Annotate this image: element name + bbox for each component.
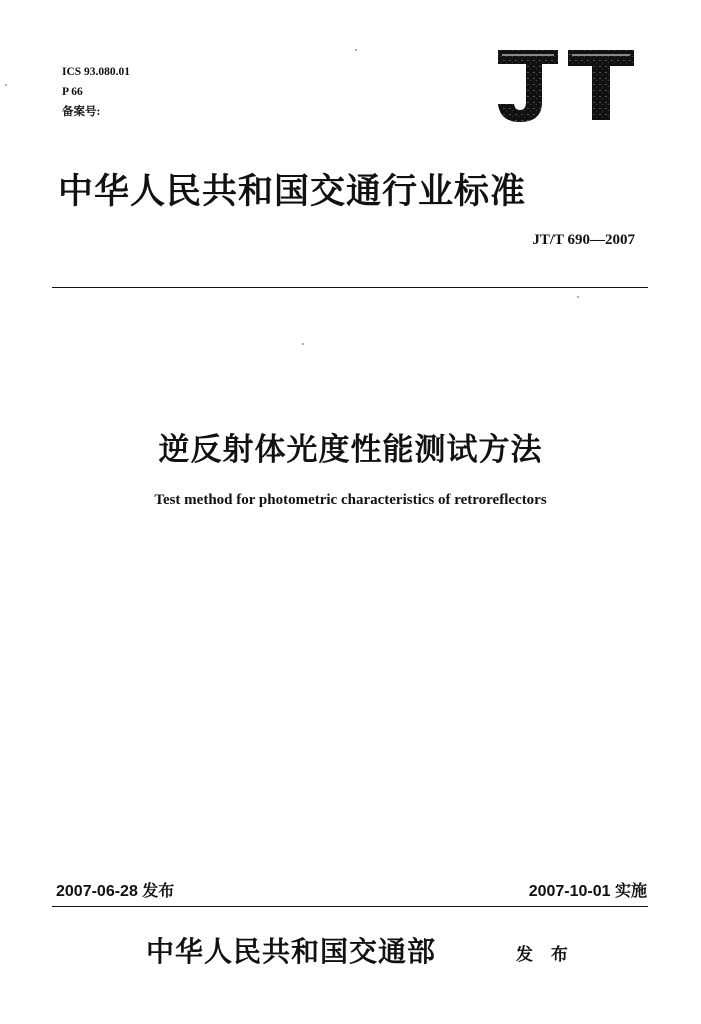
- scan-speck: [5, 84, 7, 86]
- issuing-authority: 中华人民共和国交通部: [146, 935, 437, 968]
- category-code: P 66: [62, 86, 83, 98]
- scan-speck: [577, 296, 579, 298]
- scan-speck: [302, 343, 304, 345]
- standard-number: JT/T 690—2007: [532, 232, 635, 248]
- bottom-divider: [52, 906, 648, 907]
- issue-date: 2007-06-28 发布: [56, 883, 175, 900]
- jt-logo: [496, 46, 636, 124]
- document-title-chinese: 逆反射体光度性能测试方法: [158, 432, 543, 468]
- publish-label: 发 布: [516, 945, 574, 965]
- document-title-english: Test method for photometric characteristics of retroreflectors: [154, 492, 547, 508]
- filing-number-label: 备案号:: [62, 106, 101, 118]
- standard-category-title: 中华人民共和国交通行业标准: [58, 171, 527, 212]
- top-divider: [52, 287, 648, 288]
- scan-speck: [355, 49, 357, 51]
- header-meta: [62, 62, 130, 122]
- implementation-date: 2007-10-01 实施: [528, 883, 647, 900]
- ics-code: ICS 93.080.01: [62, 66, 131, 78]
